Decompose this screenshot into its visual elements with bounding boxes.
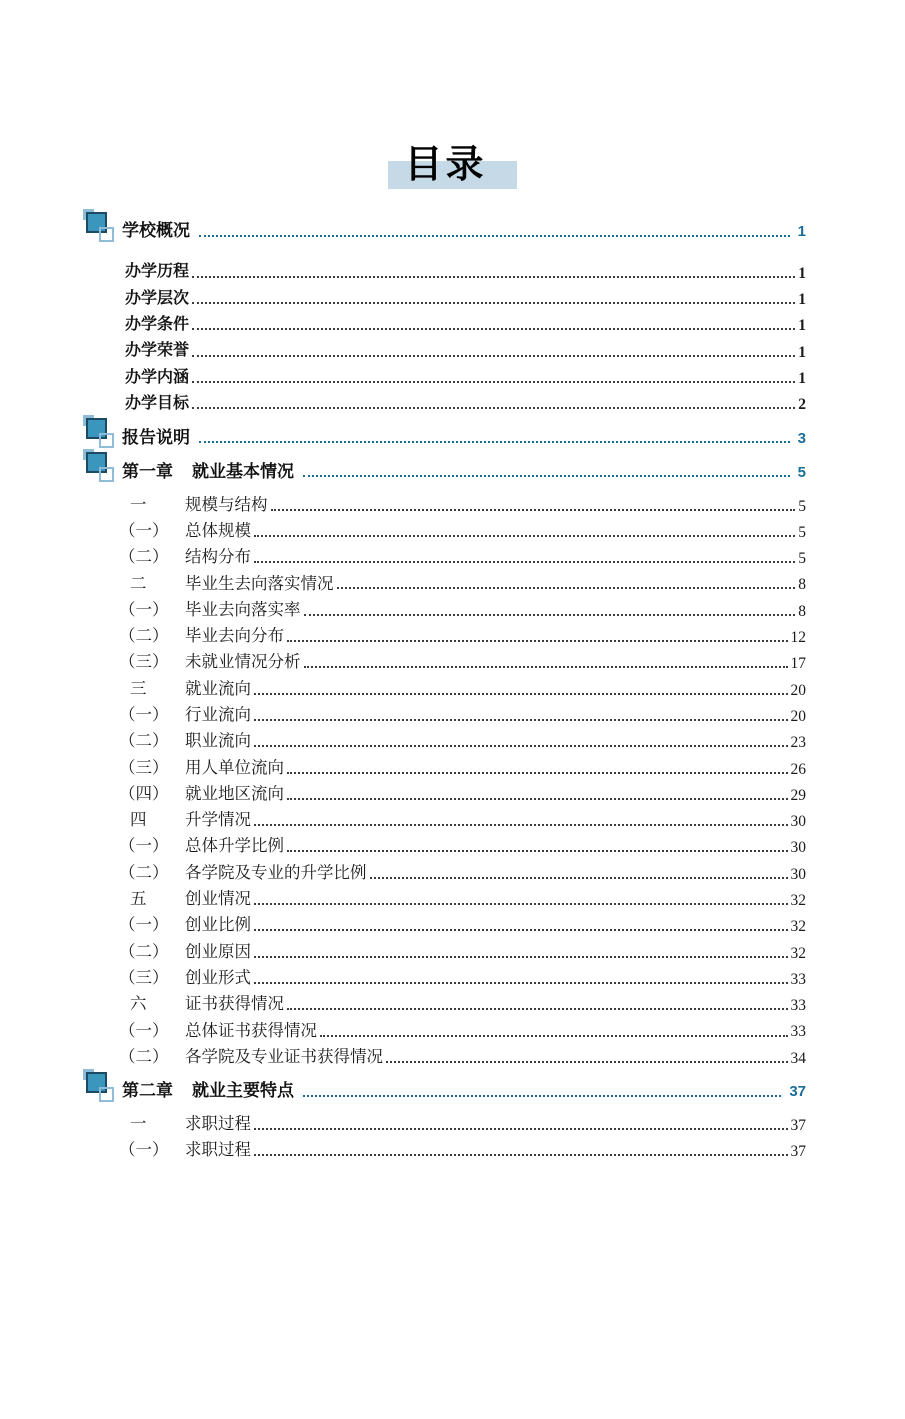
entry-title: 求职过程 xyxy=(185,1140,251,1160)
dotted-leader xyxy=(254,693,788,695)
toc-entry[interactable] xyxy=(83,334,806,360)
entry-page-number: 26 xyxy=(790,760,806,778)
dotted-leader xyxy=(287,798,788,800)
entry-page-number: 32 xyxy=(790,944,806,962)
entry-page-number: 37 xyxy=(789,1083,806,1101)
dotted-leader xyxy=(271,509,796,511)
layered-squares-icon xyxy=(83,209,113,241)
entry-title: 创业原因 xyxy=(185,941,251,961)
entry-number: （三） xyxy=(119,967,169,987)
entry-page-number: 30 xyxy=(790,865,806,883)
dotted-leader xyxy=(386,1061,788,1063)
entry-title: 总体升学比例 xyxy=(185,836,284,856)
entry-page-number: 37 xyxy=(790,1117,806,1135)
entry-title: 就业流向 xyxy=(185,678,251,698)
toc-entry[interactable] xyxy=(83,725,806,751)
entry-title: 求职过程 xyxy=(185,1114,251,1134)
document-page xyxy=(0,140,905,1419)
dotted-leader xyxy=(287,772,788,774)
entry-title: 总体规模 xyxy=(185,520,251,540)
entry-title: 办学荣誉 xyxy=(125,342,190,360)
toc-entry[interactable] xyxy=(83,988,806,1014)
entry-page-number: 33 xyxy=(790,997,806,1015)
dotted-leader xyxy=(287,1008,788,1010)
entry-page-number: 20 xyxy=(790,681,806,699)
toc-entry[interactable] xyxy=(83,856,806,882)
entry-number: 一 xyxy=(130,494,147,514)
toc-entry[interactable] xyxy=(83,804,806,830)
entry-page-number: 37 xyxy=(790,1143,806,1161)
entry-number: 五 xyxy=(130,889,147,909)
entry-title: 就业基本情况 xyxy=(192,461,294,481)
entry-number: 二 xyxy=(130,573,147,593)
page-title xyxy=(0,140,905,188)
entry-number: 第二章 xyxy=(122,1081,173,1101)
icon-square-outline xyxy=(99,1087,114,1102)
toc-entry[interactable] xyxy=(83,593,806,619)
entry-number: （二） xyxy=(119,1046,169,1066)
toc-entry[interactable] xyxy=(83,214,806,241)
entry-number: （一） xyxy=(119,1140,169,1160)
dotted-leader xyxy=(337,587,796,589)
entry-page-number: 12 xyxy=(790,629,806,647)
toc-entry[interactable] xyxy=(83,308,806,334)
toc-entry[interactable] xyxy=(83,1014,806,1040)
entry-number: （二） xyxy=(119,941,169,961)
entry-title: 就业地区流向 xyxy=(185,783,284,803)
toc-entry[interactable] xyxy=(83,672,806,698)
entry-title: 用人单位流向 xyxy=(185,757,284,777)
dotted-leader xyxy=(199,235,790,237)
dotted-leader xyxy=(254,982,788,984)
entry-title: 行业流向 xyxy=(185,704,251,724)
entry-title: 学校概况 xyxy=(122,220,190,240)
entry-page-number: 33 xyxy=(790,1023,806,1041)
toc-entry[interactable] xyxy=(83,883,806,909)
dotted-leader xyxy=(254,1128,788,1130)
icon-square-outline xyxy=(99,433,114,448)
entry-number: 三 xyxy=(130,678,147,698)
entry-title: 办学条件 xyxy=(125,316,190,333)
entry-title: 办学层次 xyxy=(125,289,190,307)
entry-page-number: 1 xyxy=(798,291,806,309)
entry-number: 四 xyxy=(130,810,147,830)
entry-page-number: 5 xyxy=(798,550,806,568)
entry-number: 第一章 xyxy=(122,461,173,481)
dotted-leader xyxy=(254,1154,788,1156)
layered-squares-icon xyxy=(83,415,113,447)
toc-entry[interactable] xyxy=(83,361,806,387)
entry-number: （二） xyxy=(119,862,169,882)
entry-number: （二） xyxy=(119,626,169,646)
dotted-leader xyxy=(254,719,788,721)
entry-page-number: 1 xyxy=(797,223,806,240)
entry-title: 各学院及专业证书获得情况 xyxy=(185,1046,383,1066)
entry-page-number: 33 xyxy=(790,970,806,988)
entry-page-number: 5 xyxy=(798,497,806,515)
toc-entry[interactable] xyxy=(83,935,806,961)
dotted-leader xyxy=(370,877,788,879)
dotted-leader xyxy=(192,407,795,409)
entry-number: （一） xyxy=(119,520,169,540)
entry-title: 创业情况 xyxy=(185,889,251,909)
dotted-leader xyxy=(304,666,788,668)
icon-square-outline xyxy=(99,227,114,242)
entry-title: 办学目标 xyxy=(125,394,190,412)
entry-page-number: 8 xyxy=(798,576,806,594)
entry-title: 未就业情况分析 xyxy=(185,652,301,672)
entry-number: （三） xyxy=(119,652,169,672)
dotted-leader xyxy=(254,903,788,905)
toc-entry[interactable] xyxy=(83,699,806,725)
entry-page-number: 8 xyxy=(798,602,806,620)
icon-square-outline xyxy=(99,467,114,482)
toc-list xyxy=(83,214,806,1161)
dotted-leader xyxy=(254,824,788,826)
entry-page-number: 32 xyxy=(790,918,806,936)
entry-title: 毕业去向分布 xyxy=(185,626,284,646)
entry-page-number: 20 xyxy=(790,707,806,725)
dotted-leader xyxy=(304,614,796,616)
dotted-leader xyxy=(287,640,788,642)
layered-squares-icon xyxy=(83,449,113,481)
toc-entry[interactable] xyxy=(83,387,806,413)
entry-page-number: 3 xyxy=(797,429,806,447)
entry-title: 结构分布 xyxy=(185,547,251,567)
toc-entry[interactable] xyxy=(83,420,806,447)
toc-entry[interactable] xyxy=(83,1041,806,1067)
dotted-leader xyxy=(192,302,795,304)
entry-page-number: 30 xyxy=(790,839,806,857)
dotted-leader xyxy=(320,1035,788,1037)
entry-title: 办学历程 xyxy=(125,263,190,281)
entry-title: 创业形式 xyxy=(185,967,251,987)
entry-page-number: 5 xyxy=(798,523,806,541)
toc-entry[interactable] xyxy=(83,830,806,856)
toc-entry[interactable] xyxy=(83,1108,806,1134)
entry-number: （一） xyxy=(119,836,169,856)
entry-page-number: 1 xyxy=(798,317,806,335)
dotted-leader xyxy=(192,276,795,278)
dotted-leader xyxy=(303,475,790,477)
entry-page-number: 29 xyxy=(790,786,806,804)
toc-entry[interactable] xyxy=(83,515,806,541)
dotted-leader xyxy=(254,956,788,958)
page-title-highlight: 目录 xyxy=(388,141,516,189)
entry-page-number: 17 xyxy=(790,655,806,673)
dotted-leader xyxy=(287,850,788,852)
toc-entry[interactable] xyxy=(83,256,806,282)
entry-title: 毕业去向落实率 xyxy=(185,599,301,619)
entry-number: （一） xyxy=(119,1020,169,1040)
entry-number: 一 xyxy=(130,1114,147,1134)
entry-number: （一） xyxy=(119,915,169,935)
dotted-leader xyxy=(199,441,790,443)
entry-page-number: 1 xyxy=(798,369,806,387)
entry-title: 创业比例 xyxy=(185,915,251,935)
entry-title: 职业流向 xyxy=(185,731,251,751)
entry-title: 报告说明 xyxy=(122,427,190,447)
entry-title: 就业主要特点 xyxy=(192,1081,294,1101)
entry-number: （三） xyxy=(119,757,169,777)
toc-entry[interactable] xyxy=(83,751,806,777)
dotted-leader xyxy=(303,1095,781,1097)
entry-title: 毕业生去向落实情况 xyxy=(185,573,334,593)
entry-number: （一） xyxy=(119,599,169,619)
entry-title: 各学院及专业的升学比例 xyxy=(185,862,367,882)
entry-page-number: 30 xyxy=(790,813,806,831)
dotted-leader xyxy=(192,381,795,383)
entry-title: 规模与结构 xyxy=(185,494,268,514)
entry-page-number: 1 xyxy=(798,343,806,361)
layered-squares-icon xyxy=(83,1069,113,1101)
dotted-leader xyxy=(254,745,788,747)
entry-number: （一） xyxy=(119,704,169,724)
entry-number: （四） xyxy=(119,783,169,803)
entry-page-number: 23 xyxy=(790,734,806,752)
entry-title: 总体证书获得情况 xyxy=(185,1020,317,1040)
toc-entry[interactable] xyxy=(83,541,806,567)
dotted-leader xyxy=(254,561,795,563)
entry-page-number: 32 xyxy=(790,891,806,909)
toc-entry[interactable] xyxy=(83,567,806,593)
entry-page-number: 34 xyxy=(790,1049,806,1067)
dotted-leader xyxy=(192,328,795,330)
entry-title: 升学情况 xyxy=(185,810,251,830)
entry-page-number: 5 xyxy=(797,463,806,481)
toc-entry[interactable] xyxy=(83,778,806,804)
entry-number: 六 xyxy=(130,994,147,1014)
toc-entry[interactable] xyxy=(83,488,806,514)
dotted-leader xyxy=(192,355,795,357)
dotted-leader xyxy=(254,929,788,931)
toc-entry[interactable] xyxy=(83,282,806,308)
entry-page-number: 1 xyxy=(798,264,806,282)
toc-entry[interactable] xyxy=(83,1074,806,1101)
entry-title: 办学内涵 xyxy=(125,368,190,386)
toc-entry[interactable] xyxy=(83,646,806,672)
entry-number: （二） xyxy=(119,731,169,751)
entry-title: 证书获得情况 xyxy=(185,994,284,1014)
toc-entry[interactable] xyxy=(83,1134,806,1160)
toc-entry[interactable] xyxy=(83,620,806,646)
toc-entry[interactable] xyxy=(83,962,806,988)
entry-page-number: 2 xyxy=(798,396,806,414)
entry-number: （二） xyxy=(119,547,169,567)
toc-entry[interactable] xyxy=(83,454,806,481)
dotted-leader xyxy=(254,535,795,537)
toc-entry[interactable] xyxy=(83,909,806,935)
